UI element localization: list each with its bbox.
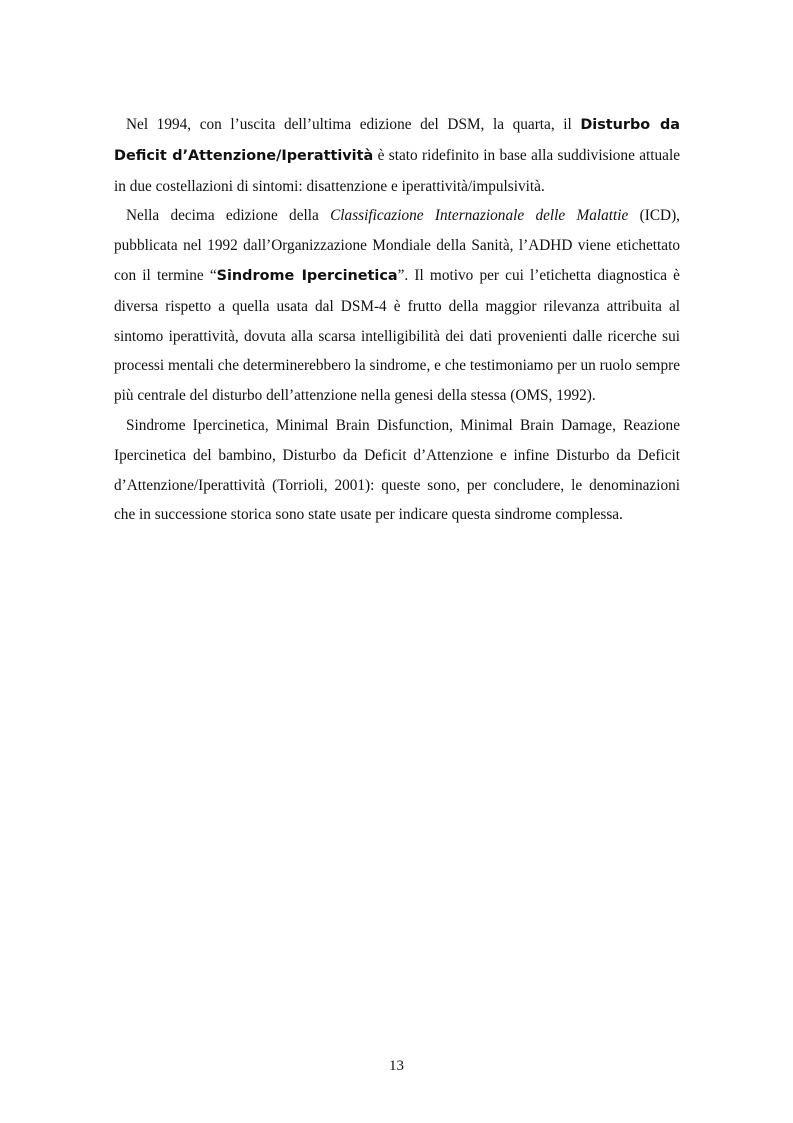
body-text — [114, 110, 680, 530]
paragraph-denominazioni — [114, 411, 680, 530]
bold-term-sindrome: Sindrome Ipercinetica — [216, 267, 398, 284]
paragraph-dsm4 — [114, 110, 680, 201]
paragraph-text: è stato ridefinito in base alla suddivisione attuale in due costellazioni di sintomi: disattenzione e iperattività/impulsività. — [114, 146, 680, 195]
page-number: 13 — [389, 1058, 404, 1074]
paragraph-text: Nella decima edizione della — [126, 207, 331, 225]
paragraph-text: (ICD), pubblicata nel 1992 dall’Organizzazione Mondiale della Sanità, l’ADHD viene etichettato con il termine “ — [114, 207, 681, 284]
paragraph-text: ”. Il motivo per cui l’etichetta diagnostica è diversa rispetto a quella usata dal DSM-4 è frutto della maggior rilevanza attribuita al sintomo iperattività, dovuta alla scarsa intelligibilità dei dati provenienti dalle ricerche sui processi mentali che determinerebbero la sindrome, e che testimoniamo per un ruolo sempre più centrale del disturbo dell’attenzione nella genesi della stessa (OMS, 1992). — [114, 266, 680, 405]
paragraph-text: Nel 1994, con l’uscita dell’ultima edizione del DSM, la quarta, il — [126, 116, 581, 133]
bold-term-adhd: Disturbo da Deficit d’Attenzione/Iperattività — [114, 117, 680, 164]
italic-title-icd: Classificazione Internazionale delle Malattie — [330, 207, 629, 225]
paragraph-text: Sindrome Ipercinetica, Minimal Brain Disfunction, Minimal Brain Damage, Reazione Ipercinetica del bambino, Disturbo da Deficit d’Attenzione e infine Disturbo da Deficit d’Attenzione/Iperattività (Torrioli, 2001): queste sono, per concludere, le denominazioni che in successione storica sono state usate per indicare questa sindrome complessa. — [114, 416, 680, 524]
paragraph-icd — [114, 201, 680, 411]
